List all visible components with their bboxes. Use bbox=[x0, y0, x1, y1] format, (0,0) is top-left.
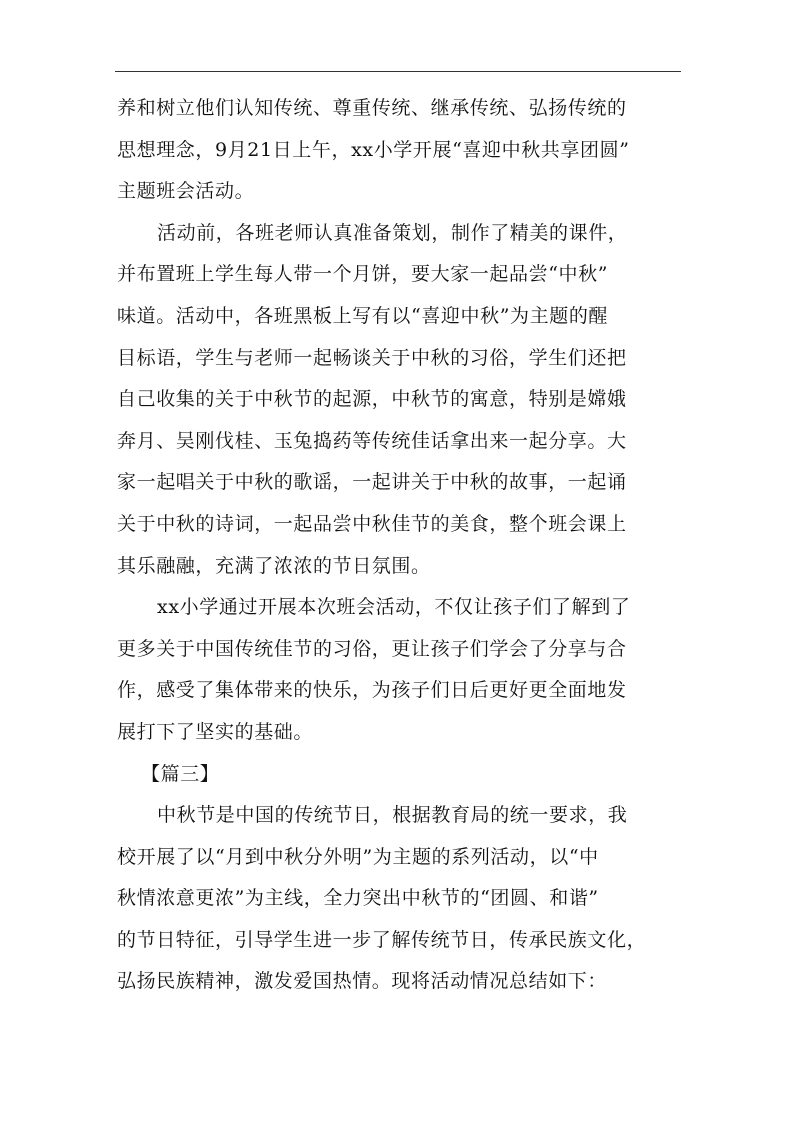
text-line: 校开展了以“月到中秋分外明”为主题的系列活动，以“中 bbox=[117, 845, 599, 868]
text-line: 自己收集的关于中秋节的起源，中秋节的寓意，特别是嫦娥 bbox=[117, 388, 627, 411]
document-body bbox=[117, 88, 677, 1003]
text-line: 思想理念，9月21日上午，xx小学开展“喜迎中秋共享团圆” bbox=[117, 138, 630, 161]
section-heading: 【篇三】 bbox=[141, 762, 220, 785]
text-line: 并布置班上学生每人带一个月饼，要大家一起品尝“中秋” bbox=[117, 263, 609, 286]
text-line: 展打下了坚实的基础。 bbox=[117, 720, 314, 743]
header-rule bbox=[115, 71, 681, 72]
text-line: 目标语，学生与老师一起畅谈关于中秋的习俗，学生们还把 bbox=[117, 346, 627, 369]
text-line: 关于中秋的诗词，一起品尝中秋佳节的美食，整个班会课上 bbox=[117, 512, 627, 535]
text-line: 的节日特征，引导学生进一步了解传统节日，传承民族文化， bbox=[117, 928, 647, 951]
paragraph-start-line: 活动前，各班老师认真准备策划，制作了精美的课件， bbox=[157, 221, 628, 244]
text-line: 更多关于中国传统佳节的习俗，更让孩子们学会了分享与合 bbox=[117, 637, 627, 660]
text-line: 秋情浓意更浓”为主线，全力突出中秋节的“团圆、和谐” bbox=[117, 887, 599, 910]
text-line: 奔月、吴刚伐桂、玉兔捣药等传统佳话拿出来一起分享。大 bbox=[117, 429, 627, 452]
paragraph-start-line: xx小学通过开展本次班会活动，不仅让孩子们了解到了 bbox=[157, 596, 631, 619]
text-line: 其乐融融，充满了浓浓的节日氛围。 bbox=[117, 554, 431, 577]
text-line: 弘扬民族精神，激发爱国热情。现将活动情况总结如下： bbox=[117, 970, 608, 993]
text-line: 家一起唱关于中秋的歌谣，一起讲关于中秋的故事，一起诵 bbox=[117, 471, 627, 494]
text-line: 味道。活动中，各班黑板上写有以“喜迎中秋”为主题的醒 bbox=[117, 304, 609, 327]
text-line: 养和树立他们认知传统、尊重传统、继承传统、弘扬传统的 bbox=[117, 97, 627, 119]
text-line: 主题班会活动。 bbox=[117, 180, 255, 203]
text-line: 作，感受了集体带来的快乐，为孩子们日后更好更全面地发 bbox=[117, 679, 627, 702]
paragraph-start-line: 中秋节是中国的传统节日，根据教育局的统一要求，我 bbox=[157, 804, 628, 827]
